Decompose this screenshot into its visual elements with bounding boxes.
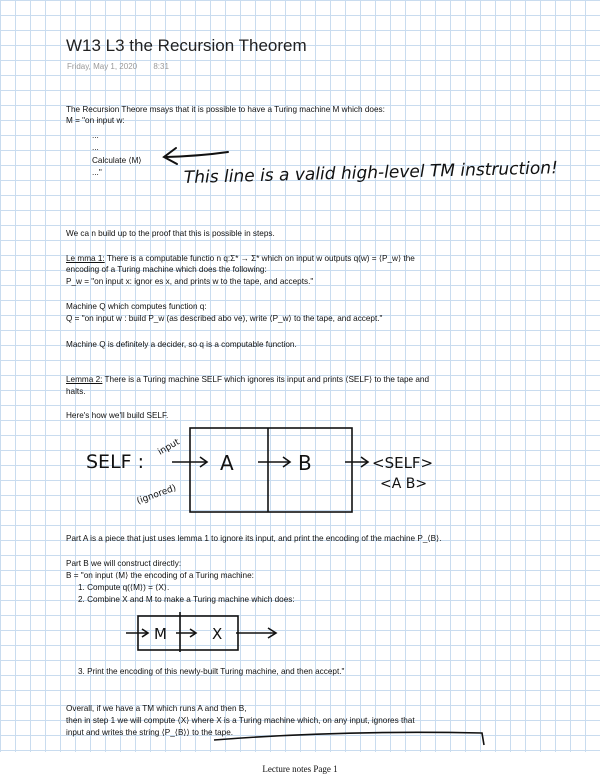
- output-ab-label: <A B>: [380, 476, 428, 492]
- page-date: Friday, May 1, 2020: [67, 62, 138, 71]
- intro-line-1: The Recursion Theore msays that it is possible to have a Turing machine M which does:: [66, 105, 385, 114]
- intro-dots-2: ...: [92, 143, 99, 152]
- overall-line-2: then in step 1 we will compute ⟨X⟩ where X is a Turing machine which, on any input, ignores that: [66, 716, 415, 725]
- partB-step-1: 1. Compute q(⟨M⟩) = ⟨X⟩.: [78, 583, 170, 592]
- lemma2-line-3: Here's how we'll build SELF.: [66, 411, 169, 420]
- intro-dots-3: ...": [92, 168, 102, 177]
- partB-step-3: 3. Print the encoding of this newly-built Turing machine, and then accept.": [78, 667, 345, 676]
- ignored-label: (ignored): [135, 483, 178, 507]
- partB-line-1: Part B we will construct directly:: [66, 559, 182, 568]
- self-diagram: [172, 428, 368, 512]
- note-arrow: [164, 148, 228, 164]
- lemma2-label: Lemma 2:: [66, 375, 103, 384]
- box-b-label: B: [298, 451, 312, 475]
- overall-line-1: Overall, if we have a TM which runs A and then B,: [66, 704, 247, 713]
- intro-calculate: Calculate ⟨M⟩: [92, 156, 142, 165]
- handwritten-note: This line is a valid high-level TM instruction!: [183, 158, 559, 188]
- lemma1-line-2: encoding of a Turing machine which does the following:: [66, 265, 267, 274]
- box-a-label: A: [220, 451, 234, 475]
- page-time: 8:31: [153, 62, 169, 71]
- output-self-label: <SELF>: [372, 454, 434, 472]
- self-outer-box: [190, 428, 352, 512]
- partB-step-2: 2. Combine X and M to make a Turing machine which does:: [78, 595, 295, 604]
- bottom-pen-stroke: [214, 732, 484, 745]
- build-line: We ca n build up to the proof that this is possible in steps.: [66, 229, 275, 238]
- box-x-label: X: [212, 625, 223, 643]
- lemma1-label: Le mma 1:: [66, 254, 105, 263]
- lemma2-line-2: halts.: [66, 387, 86, 396]
- mx-diagram: [126, 612, 276, 652]
- input-label: input: [156, 437, 182, 458]
- overall-line-3: input and writes the string ⟨P_⟨B⟩⟩ to the tape.: [66, 728, 234, 737]
- lemma2-text: There is a Turing machine SELF which ignores its input and prints ⟨SELF⟩ to the tape and: [102, 375, 430, 384]
- page-title: W13 L3 the Recursion Theorem: [66, 36, 307, 55]
- partB-line-2: B = "on input ⟨M⟩ the encoding of a Turing machine:: [66, 571, 254, 580]
- self-label: SELF :: [86, 451, 145, 473]
- partA-line: Part A is a piece that just uses lemma 1 to ignore its input, and print the encoding of the machine P_⟨B⟩.: [66, 534, 442, 543]
- page-footer: Lecture notes Page 1: [262, 764, 338, 774]
- lemma1-line-6: Machine Q is definitely a decider, so q is a computable function.: [66, 340, 297, 349]
- lemma1-line-3: P_w = "on input x: ignor es x, and prints w to the tape, and accepts.": [66, 277, 314, 286]
- lemma1-text: There is a computable functio n q:Σ* → Σ* which on input w outputs q(w) = ⟨P_w⟩ the: [104, 254, 415, 263]
- intro-dots-1: ...: [92, 131, 99, 140]
- lemma1-line-4: Machine Q which computes function q:: [66, 302, 207, 311]
- box-m-label: M: [154, 625, 167, 643]
- intro-line-2: M = "on input w:: [66, 116, 125, 125]
- lemma1-line-5: Q = "on input w : build P_w (as described abo ve), write ⟨P_w⟩ to the tape, and accept.": [66, 314, 383, 323]
